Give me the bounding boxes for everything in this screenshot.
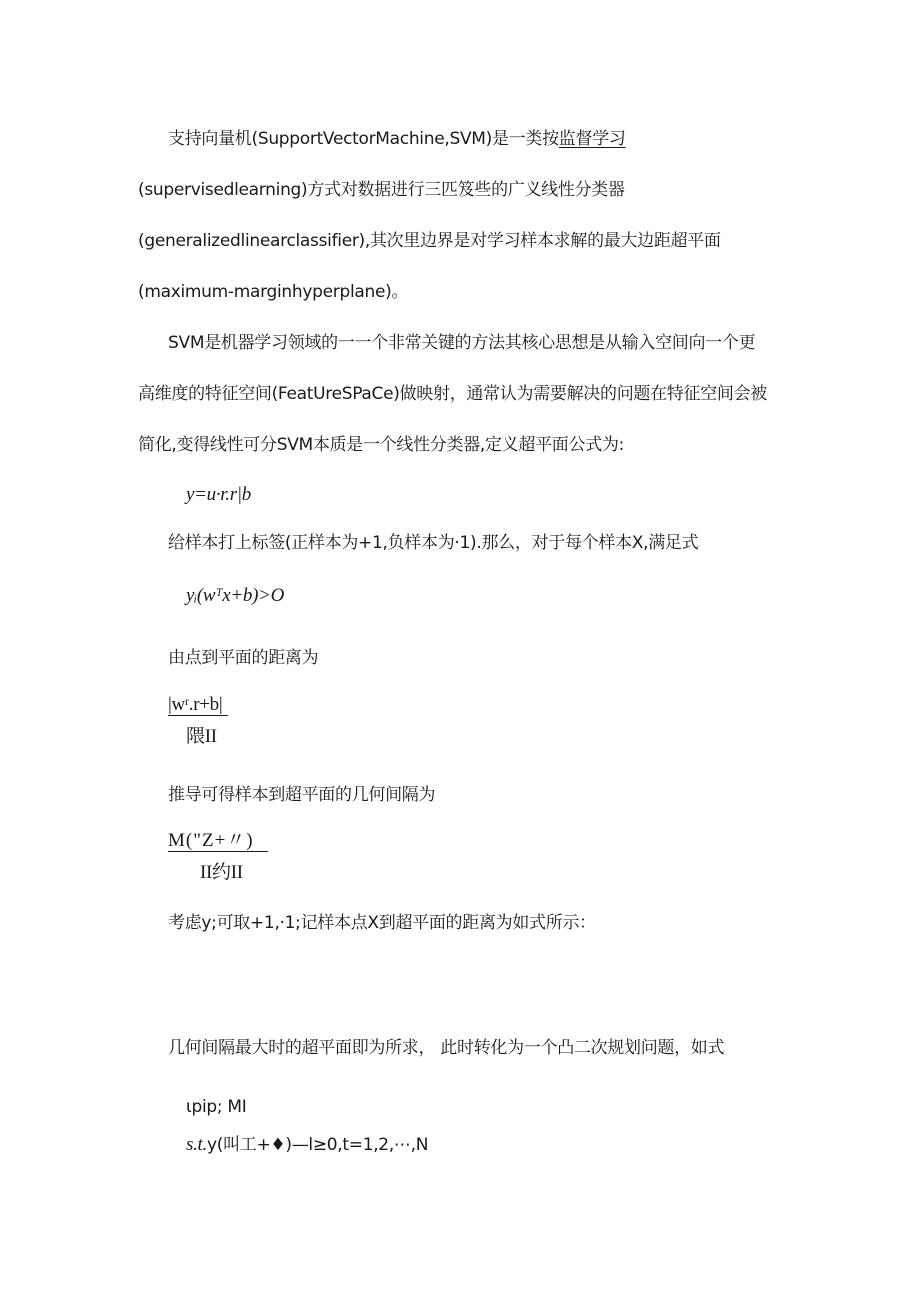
hyperplane-formula: y=u·r.r|b: [186, 484, 251, 505]
margin-fraction-line: [168, 851, 268, 852]
distance-numerator: |wʳ.r+b|: [168, 694, 223, 715]
paragraph-1-line-1-text: 支持向量机(SupportVectorMachine,SVM)是一类按: [168, 129, 559, 149]
paragraph-1-line-1: [168, 127, 626, 151]
paragraph-1-line-2: (supervisedlearning)方式对数据进行三匹笈些的广义线性分类器: [138, 180, 625, 200]
paragraph-6: 考虑y;可取+1,·1;记样本点X到超平面的距离为如式所示：: [168, 913, 596, 933]
constraint-formula: yᵢ(wᵀx+b)>O: [186, 585, 285, 606]
paragraph-7: 几何间隔最大时的超平面即为所求， 此时转化为一个凸二次规划问题，如式: [168, 1038, 725, 1058]
subject-to-label: s.t.: [186, 1134, 207, 1155]
paragraph-2-line-1: SVM是机器学习领域的一一个非常关键的方法其核心思想是从输入空间向一个更: [168, 333, 756, 353]
margin-denominator: II约II: [200, 862, 243, 883]
paragraph-2-line-2: 高维度的特征空间(FeatUreSPaCe)做映射，通常认为需要解决的问题在特征空间会被: [138, 384, 767, 404]
supervised-learning-link[interactable]: 监督学习: [558, 129, 626, 149]
paragraph-4: 由点到平面的距离为: [168, 648, 319, 668]
margin-numerator: M("Z+〃): [168, 830, 254, 851]
paragraph-3: 给样本打上标签(正样本为+1,负样本为·1).那么，对于每个样本X,满足式: [168, 533, 699, 553]
paragraph-1-line-3: (generalizedlinearclassifier),其次里边界是对学习样本求解的最大边距超平面: [138, 231, 721, 251]
distance-fraction-line: [168, 715, 228, 716]
paragraph-2-line-3: 简化,变得线性可分SVM本质是一个线性分类器,定义超平面公式为:: [138, 435, 625, 455]
paragraph-1-line-4: (maximum-marginhyperplane)。: [138, 282, 409, 302]
paragraph-5: 推导可得样本到超平面的几何间隔为: [168, 785, 436, 805]
optimization-constraint: [186, 1133, 428, 1157]
optimization-objective: ιpip; MI: [186, 1097, 247, 1117]
optimization-constraint-text: y(叫工+♦)—l≥0,t=1,2,⋯,N: [206, 1135, 429, 1155]
distance-denominator: 隈II: [186, 726, 217, 747]
